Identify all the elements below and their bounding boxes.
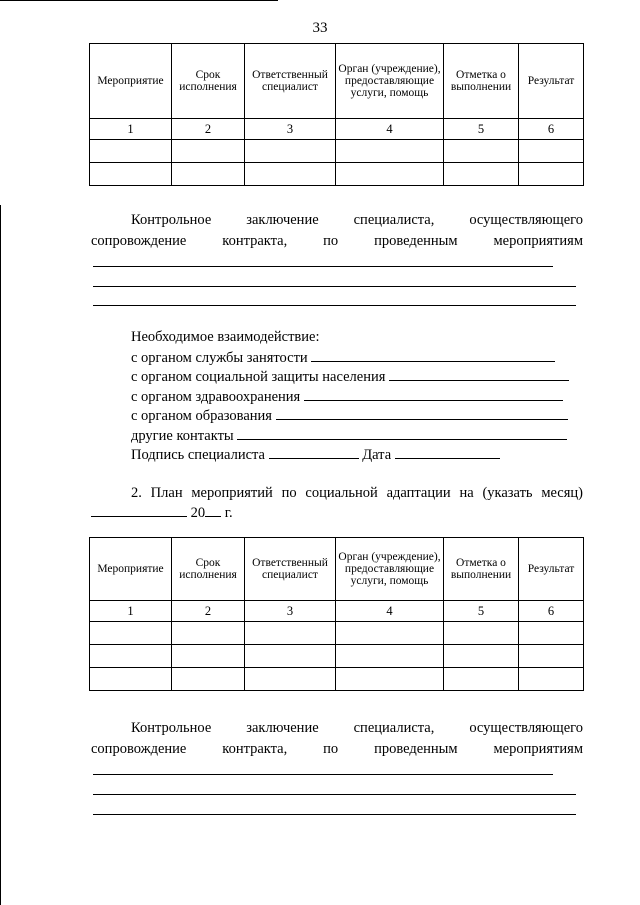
column-number: 3 bbox=[245, 119, 336, 140]
table-cell[interactable] bbox=[444, 163, 519, 186]
interaction-other-field[interactable] bbox=[237, 426, 567, 440]
interaction-social-field[interactable] bbox=[389, 367, 569, 381]
conclusion-2-fill-line[interactable] bbox=[93, 774, 553, 775]
table-cell[interactable] bbox=[336, 645, 444, 668]
conclusion-fill-line[interactable] bbox=[93, 266, 553, 267]
table-cell[interactable] bbox=[444, 668, 519, 691]
header-event: Мероприятие bbox=[90, 538, 172, 601]
table-cell[interactable] bbox=[336, 163, 444, 186]
column-number: 1 bbox=[90, 119, 172, 140]
interaction-education-field[interactable] bbox=[276, 406, 568, 420]
header-completion-mark: Отметка о выполнении bbox=[444, 538, 519, 601]
table-cell[interactable] bbox=[172, 668, 245, 691]
header-deadline: Срок исполнения bbox=[172, 44, 245, 119]
header-responsible: Ответственный специалист bbox=[245, 538, 336, 601]
table-row bbox=[90, 622, 584, 645]
interaction-employment-field[interactable] bbox=[311, 348, 555, 362]
table-cell[interactable] bbox=[336, 668, 444, 691]
table-row bbox=[90, 668, 584, 691]
table-cell[interactable] bbox=[90, 163, 172, 186]
table-header-row bbox=[90, 44, 584, 119]
plan-heading: 2. План мероприятий по социальной адаптации на (указать месяц) bbox=[131, 485, 583, 501]
plan-year-suffix: г. bbox=[224, 505, 233, 521]
table-cell[interactable] bbox=[90, 645, 172, 668]
column-number: 5 bbox=[444, 601, 519, 622]
table-cell[interactable] bbox=[245, 140, 336, 163]
interaction-health-label: с органом здравоохранения bbox=[131, 388, 301, 405]
header-completion-mark: Отметка о выполнении bbox=[444, 44, 519, 119]
table-row bbox=[90, 140, 584, 163]
table-cell[interactable] bbox=[172, 645, 245, 668]
table-cell[interactable] bbox=[444, 140, 519, 163]
table-cell[interactable] bbox=[245, 668, 336, 691]
interaction-block bbox=[131, 328, 569, 465]
column-number: 4 bbox=[336, 601, 444, 622]
header-responsible: Ответственный специалист bbox=[245, 44, 336, 119]
header-agency: Орган (учреждение), предоставляющие услуги, помощь bbox=[336, 44, 444, 119]
date-label: Дата bbox=[362, 447, 392, 463]
table-cell[interactable] bbox=[245, 645, 336, 668]
table-number-row bbox=[90, 601, 584, 622]
header-agency: Орган (учреждение), предоставляющие услуги, помощь bbox=[336, 538, 444, 601]
column-number: 2 bbox=[172, 601, 245, 622]
table-cell[interactable] bbox=[90, 668, 172, 691]
conclusion-2-line-1: Контрольное заключение специалиста, осуществляющего bbox=[131, 720, 583, 736]
table-cell[interactable] bbox=[519, 140, 584, 163]
table-cell[interactable] bbox=[172, 622, 245, 645]
interaction-social-label: с органом социальной защиты населения bbox=[131, 369, 386, 385]
date-field[interactable] bbox=[395, 445, 500, 459]
table-cell[interactable] bbox=[519, 668, 584, 691]
conclusion-2-line-2: сопровождение контракта, по проведенным мероприятиям bbox=[91, 741, 583, 757]
interaction-employment-label: с органом службы занятости bbox=[131, 349, 308, 366]
scan-edge-top bbox=[0, 0, 278, 1]
column-number: 3 bbox=[245, 601, 336, 622]
table-cell[interactable] bbox=[519, 622, 584, 645]
column-number: 1 bbox=[90, 601, 172, 622]
column-number: 5 bbox=[444, 119, 519, 140]
header-deadline: Срок исполнения bbox=[172, 538, 245, 601]
table-number-row bbox=[90, 119, 584, 140]
table-cell[interactable] bbox=[90, 140, 172, 163]
table-cell[interactable] bbox=[444, 622, 519, 645]
header-result: Результат bbox=[519, 44, 584, 119]
table-cell[interactable] bbox=[90, 622, 172, 645]
conclusion-2-fill-line[interactable] bbox=[93, 794, 576, 795]
conclusion-2-fill-line[interactable] bbox=[93, 814, 576, 815]
column-number: 4 bbox=[336, 119, 444, 140]
events-table-1 bbox=[89, 43, 584, 186]
column-number: 2 bbox=[172, 119, 245, 140]
table-cell[interactable] bbox=[245, 163, 336, 186]
table-cell[interactable] bbox=[172, 163, 245, 186]
table-cell[interactable] bbox=[336, 622, 444, 645]
plan-year-line bbox=[91, 503, 583, 524]
column-number: 6 bbox=[519, 601, 584, 622]
plan-year-prefix: 20 bbox=[190, 505, 206, 521]
table-cell[interactable] bbox=[245, 622, 336, 645]
conclusion-fill-line[interactable] bbox=[93, 286, 576, 287]
plan-year-field[interactable] bbox=[205, 503, 221, 517]
header-event: Мероприятие bbox=[90, 44, 172, 119]
events-table-2 bbox=[89, 537, 584, 691]
table-cell[interactable] bbox=[519, 163, 584, 186]
table-row bbox=[90, 163, 584, 186]
conclusion-line-1: Контрольное заключение специалиста, осуществляющего bbox=[131, 212, 583, 228]
table-cell[interactable] bbox=[444, 645, 519, 668]
table-cell[interactable] bbox=[336, 140, 444, 163]
column-number: 6 bbox=[519, 119, 584, 140]
interaction-other-label: другие контакты bbox=[131, 427, 234, 444]
interaction-education-label: с органом образования bbox=[131, 408, 272, 424]
table-cell[interactable] bbox=[519, 645, 584, 668]
plan-month-field[interactable] bbox=[91, 503, 187, 517]
scan-edge-left bbox=[0, 205, 1, 905]
table-row bbox=[90, 645, 584, 668]
page-number: 33 bbox=[312, 20, 328, 36]
table-cell[interactable] bbox=[172, 140, 245, 163]
conclusion-fill-line[interactable] bbox=[93, 305, 576, 306]
interaction-health-field[interactable] bbox=[304, 387, 563, 401]
signature-field[interactable] bbox=[269, 445, 359, 459]
header-result: Результат bbox=[519, 538, 584, 601]
signature-label: Подпись специалиста bbox=[131, 447, 265, 463]
conclusion-line-2: сопровождение контракта, по проведенным мероприятиям bbox=[91, 233, 583, 249]
interaction-title: Необходимое взаимодействие: bbox=[131, 329, 320, 345]
table-header-row bbox=[90, 538, 584, 601]
